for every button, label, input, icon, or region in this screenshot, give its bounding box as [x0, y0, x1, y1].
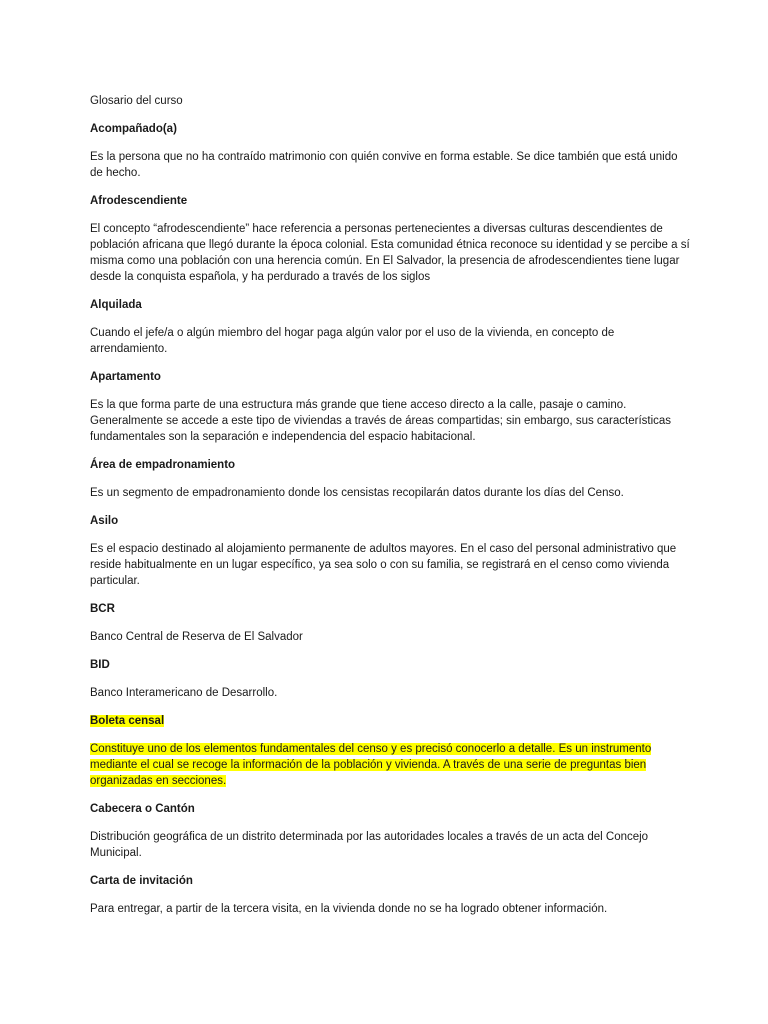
glossary-definition: Es un segmento de empadronamiento donde los censistas recopilarán datos durante los días del Censo.	[90, 487, 624, 499]
glossary-entry	[90, 457, 690, 501]
glossary-term: Alquilada	[90, 299, 142, 311]
glossary-entry	[90, 193, 690, 285]
glossary-definition: Distribución geográfica de un distrito determinada por las autoridades locales a través de un acta del Concejo Municipal.	[90, 831, 649, 859]
glossary-term: Apartamento	[90, 371, 161, 383]
highlighted-term-text: Boleta censal	[90, 715, 165, 727]
glossary-entry	[90, 657, 690, 701]
glossary-definition	[90, 741, 690, 789]
glossary-content	[90, 93, 690, 929]
glossary-definition: El concepto “afrodescendiente” hace referencia a personas pertenecientes a diversas culturas descendientes de población africana que llegó durante la época colonial. Esta comunidad étnica reconoce su identidad y se percibe a sí misma como una población con una herencia común. En El Salvador, la presencia de afrodescendientes tiene lugar desde la conquista española, y ha perdurado a través de los siglos	[90, 223, 690, 283]
glossary-definition: Banco Central de Reserva de El Salvador	[90, 631, 303, 643]
glossary-term: BCR	[90, 603, 115, 615]
glossary-term: Carta de invitación	[90, 875, 193, 887]
glossary-entry	[90, 513, 690, 589]
glossary-definition: Cuando el jefe/a o algún miembro del hogar paga algún valor por el uso de la vivienda, en concepto de arrendamiento.	[90, 327, 615, 355]
glossary-entry	[90, 121, 690, 181]
glossary-term: BID	[90, 659, 110, 671]
glossary-definition: Es la que forma parte de una estructura más grande que tiene acceso directo a la calle, pasaje o camino. Generalmente se accede a este tipo de viviendas a través de áreas compartidas; sin embargo, sus características fundamentales son la separación e independencia del espacio habitacional.	[90, 399, 672, 443]
glossary-term: Cabecera o Cantón	[90, 803, 195, 815]
glossary-term: Acompañado(a)	[90, 123, 177, 135]
glossary-entry	[90, 801, 690, 861]
glossary-term: Afrodescendiente	[90, 195, 188, 207]
glossary-term	[90, 713, 690, 729]
glossary-definition: Para entregar, a partir de la tercera visita, en la vivienda donde no se ha logrado obtener información.	[90, 903, 608, 915]
glossary-entry	[90, 297, 690, 357]
glossary-entry-highlighted	[90, 713, 690, 789]
highlighted-definition-text: Constituye uno de los elementos fundamentales del censo y es precisó conocerlo a detalle. Es un instrumento mediante el cual se recoge la información de la población y vivienda. A través de una serie de preguntas bien organizadas en secciones.	[90, 743, 652, 787]
glossary-definition: Es la persona que no ha contraído matrimonio con quién convive en forma estable. Se dice también que está unido de hecho.	[90, 151, 678, 179]
glossary-definition: Banco Interamericano de Desarrollo.	[90, 687, 278, 699]
glossary-term: Asilo	[90, 515, 119, 527]
glossary-definition: Es el espacio destinado al alojamiento permanente de adultos mayores. En el caso del personal administrativo que reside habitualmente en un lugar específico, ya sea solo o con su familia, se registrará en el censo como vivienda particular.	[90, 543, 677, 587]
glossary-entry	[90, 601, 690, 645]
glossary-term: Área de empadronamiento	[90, 459, 236, 471]
glossary-entry	[90, 873, 690, 917]
glossary-entry	[90, 369, 690, 445]
document-title: Glosario del curso	[90, 95, 183, 107]
